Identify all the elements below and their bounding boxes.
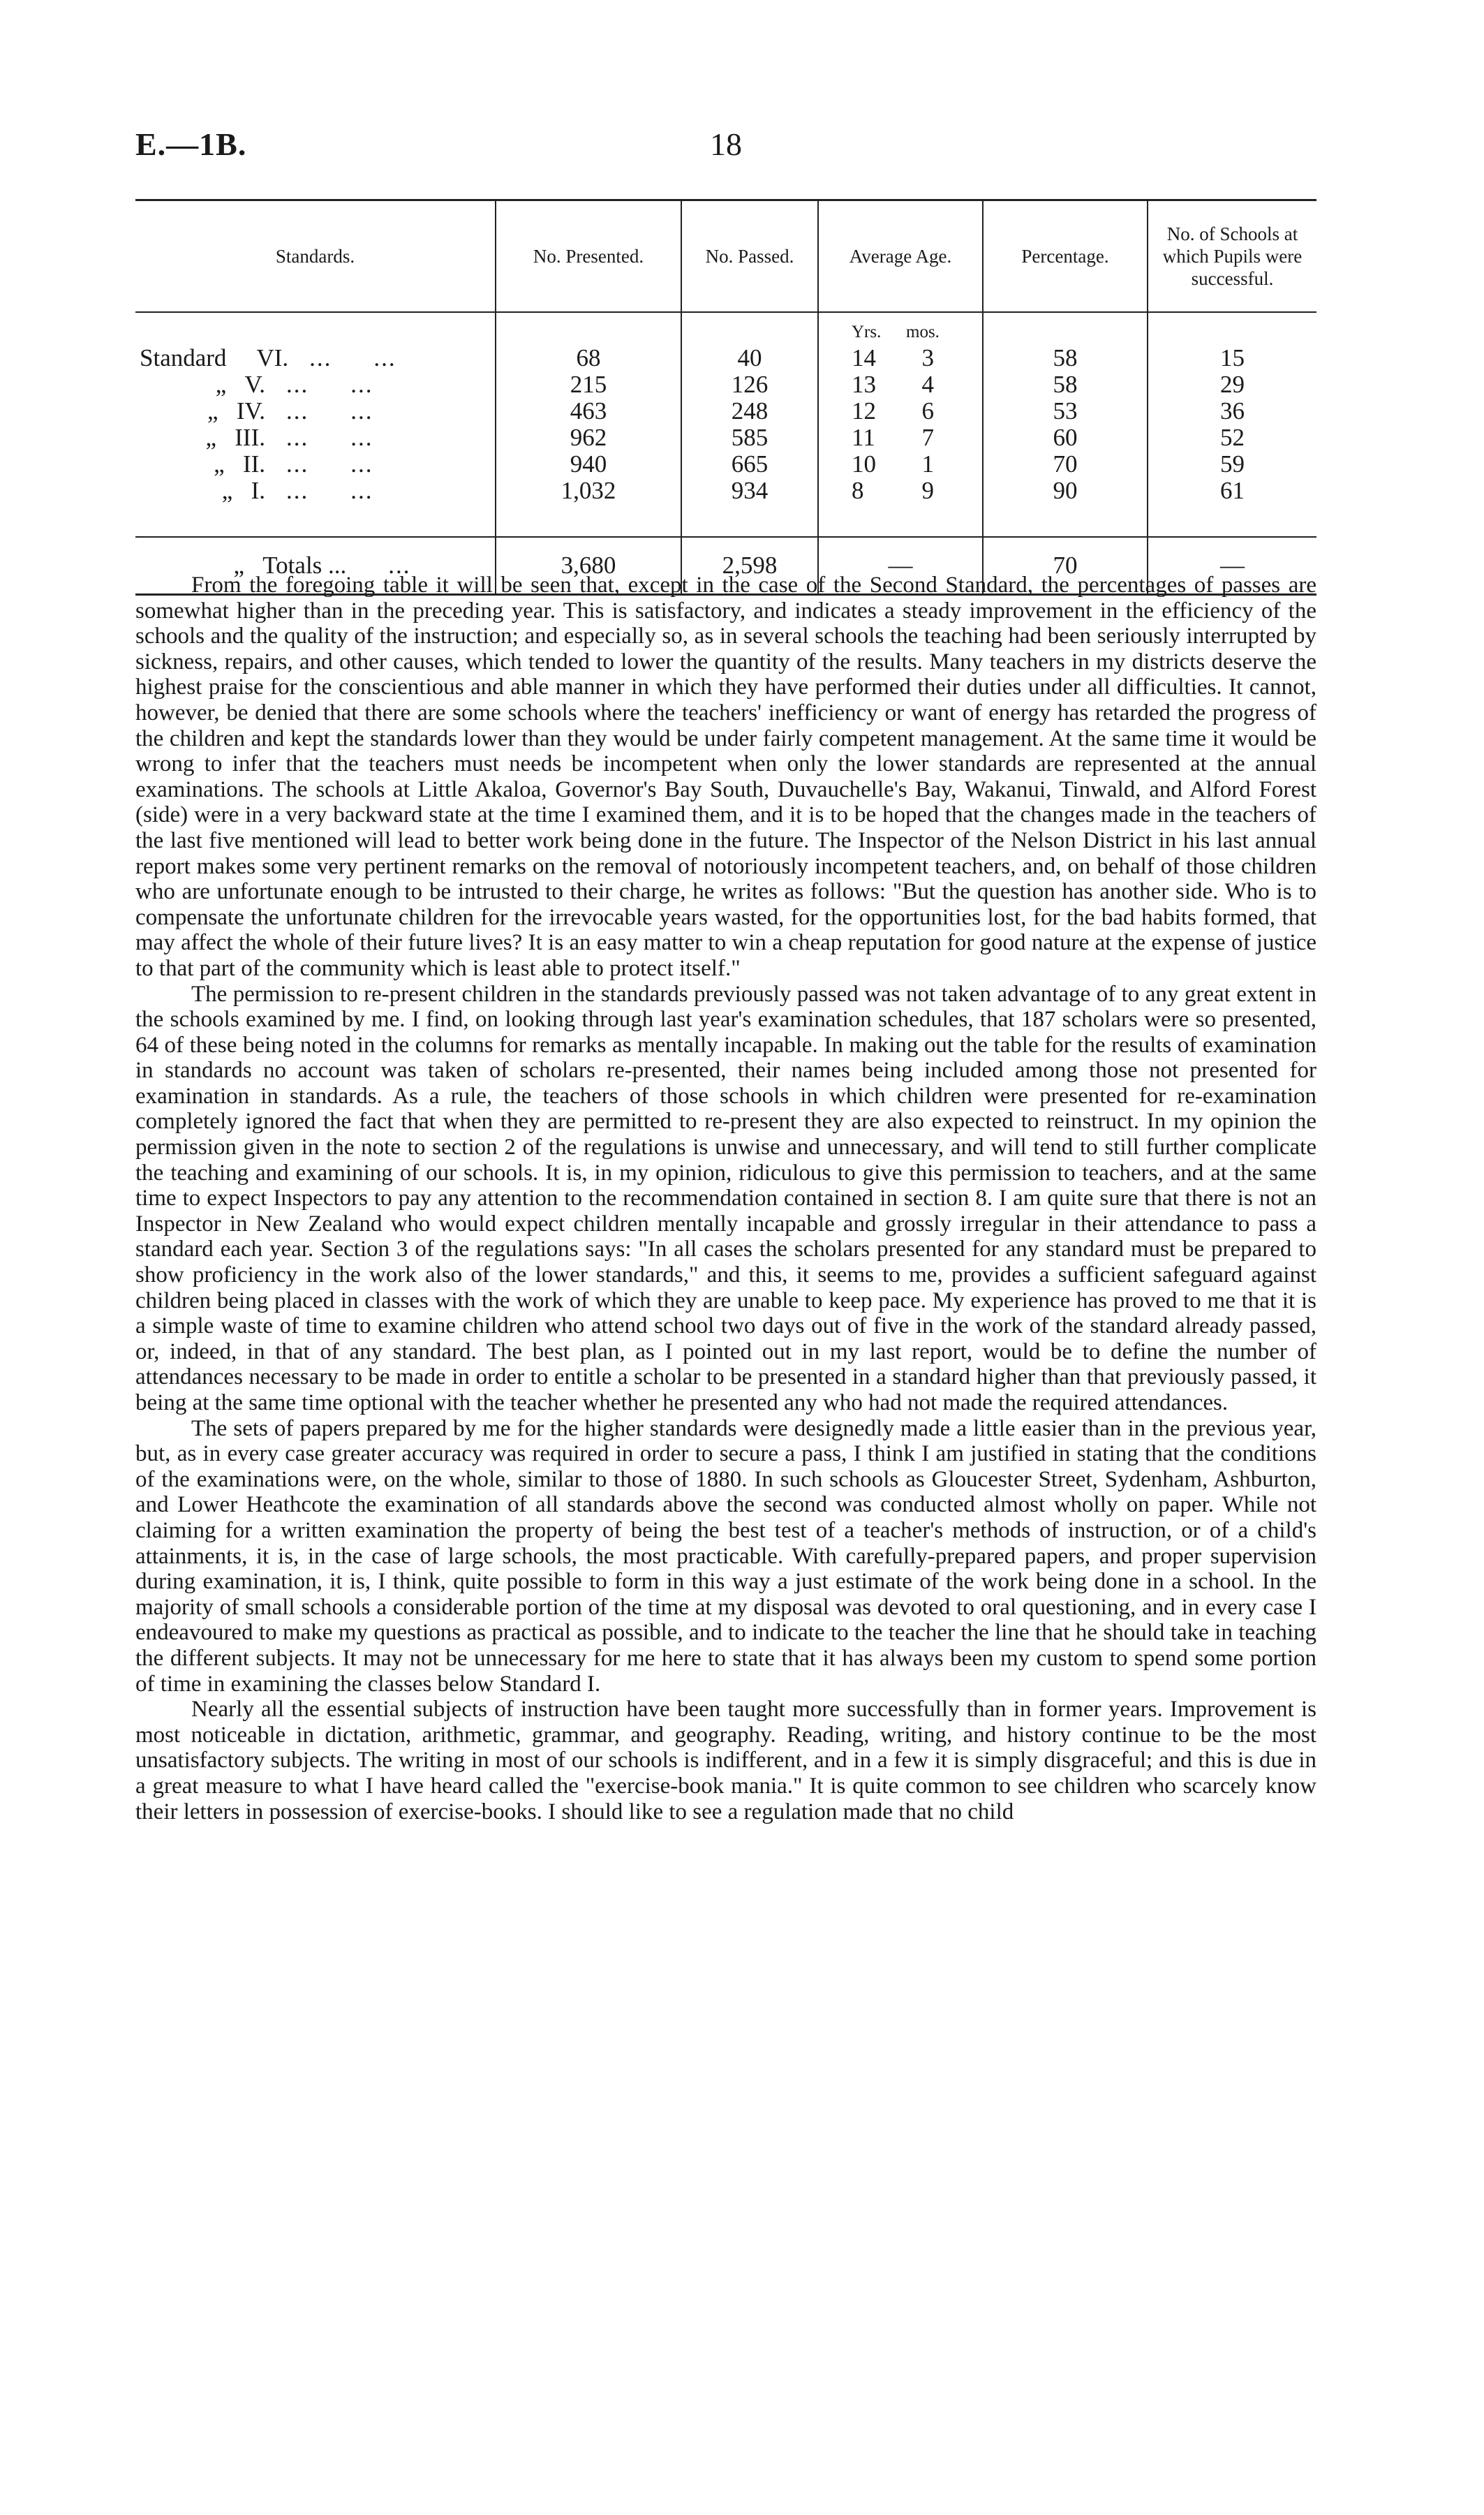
age-months-cell: 1: [921, 450, 934, 478]
standards-results-table: [135, 199, 1316, 596]
page-number: 18: [710, 126, 742, 162]
leader-dots: ...: [388, 552, 411, 579]
passed-cell: 665: [681, 451, 818, 478]
leader-dots: ...: [286, 371, 309, 398]
presented-cell: 215: [496, 371, 681, 398]
percentage-cell: 58: [983, 371, 1148, 398]
age-years-cell: 10: [852, 450, 876, 478]
totals-schools: —: [1148, 537, 1316, 595]
schools-cell: 36: [1148, 398, 1316, 425]
page-header: [135, 126, 1316, 175]
standard-number: II.: [242, 450, 265, 478]
percentage-cell: 53: [983, 398, 1148, 425]
totals-passed: 2,598: [681, 537, 818, 595]
col-header-passed: No. Passed.: [681, 200, 818, 313]
leader-dots: ...: [350, 371, 373, 398]
standard-number: VI.: [256, 344, 289, 371]
age-months-cell: 6: [921, 397, 934, 425]
totals-label: Totals ...: [262, 552, 347, 579]
totals-age: —: [818, 537, 983, 595]
age-years-cell: 11: [852, 424, 875, 451]
col-header-average-age: Average Age.: [818, 200, 983, 313]
row-label: Standard: [140, 344, 227, 371]
leader-dots: ...: [286, 397, 309, 425]
presented-cell: 463: [496, 398, 681, 425]
age-years-cell: 14: [852, 344, 876, 371]
presented-cell: 1,032: [496, 478, 681, 504]
leader-dots: ...: [350, 477, 373, 504]
row-label: [140, 371, 265, 398]
passed-cell: 248: [681, 398, 818, 425]
table-header-row: [135, 200, 1316, 313]
ditto-mark: „: [207, 397, 218, 425]
passed-cell: 126: [681, 371, 818, 398]
row-label: [140, 398, 265, 425]
age-units-row: [135, 312, 1316, 345]
totals-ditto: „: [233, 552, 244, 579]
age-years-cell: 8: [852, 477, 864, 504]
col-header-presented: No. Presented.: [496, 200, 681, 313]
age-months-cell: 7: [921, 424, 934, 451]
col-header-standards: Standards.: [135, 200, 496, 313]
leader-dots: ...: [309, 344, 332, 371]
standard-number: III.: [235, 424, 265, 451]
col-header-schools: No. of Schools at which Pupils were successful.: [1148, 200, 1316, 313]
age-unit-mos: mos.: [906, 323, 940, 341]
totals-presented: 3,680: [496, 537, 681, 595]
leader-dots: ...: [350, 424, 373, 451]
table-row: [135, 345, 1316, 371]
standard-number: V.: [244, 371, 265, 398]
percentage-cell: 58: [983, 345, 1148, 371]
row-label: [140, 451, 265, 478]
leader-dots: ...: [373, 344, 396, 371]
passed-cell: 585: [681, 425, 818, 451]
presented-cell: 68: [496, 345, 681, 371]
table-row: [135, 478, 1316, 504]
schools-cell: 61: [1148, 478, 1316, 504]
paragraph: Nearly all the essential subjects of instruction have been taught more successfully than in former years. Improvement is most noticeable in dictation, arithmetic, grammar, and geography. Reading, writing, and history continue to be the most unsatisfactory subjects. The writing in most of our schools is indifferent, and in a few it is simply disgraceful; and this is due in a great measure to what I have heard called the "exercise-book mania." It is quite common to see children who scarcely know their letters in possession of exercise-books. I should like to see a regulation made that no child: [135, 1697, 1316, 1824]
percentage-cell: 70: [983, 451, 1148, 478]
age-years-cell: 12: [852, 397, 876, 425]
age-months-cell: 9: [921, 477, 934, 504]
totals-percentage: 70: [983, 537, 1148, 595]
ditto-mark: „: [215, 371, 227, 398]
schools-cell: 52: [1148, 425, 1316, 451]
spacer-row: [135, 504, 1316, 537]
document-reference: E.—1B.: [135, 126, 247, 162]
schools-cell: 59: [1148, 451, 1316, 478]
age-years-cell: 13: [852, 371, 876, 398]
schools-cell: 29: [1148, 371, 1316, 398]
passed-cell: 934: [681, 478, 818, 504]
presented-cell: 962: [496, 425, 681, 451]
leader-dots: ...: [286, 477, 309, 504]
leader-dots: ...: [350, 450, 373, 478]
percentage-cell: 60: [983, 425, 1148, 451]
ditto-mark: „: [214, 450, 225, 478]
standard-number: IV.: [236, 397, 265, 425]
paragraph: From the foregoing table it will be seen that, except in the case of the Second Standard, the percentages of passes are somewhat higher than in the preceding year. This is satisfactory, and indicates a steady improvement in the efficiency of the schools and the quality of the instruction; and especially so, as in several schools the teaching had been seriously interrupted by sickness, repairs, and other causes, which tended to lower the quantity of the results. Many teachers in my districts deserve the highest praise for the conscientious and able manner in which they have performed their duties under all difficulties. It cannot, however, be denied that there are some schools where the teachers' inefficiency or want of energy has retarded the progress of the children and kept the standards lower than they would be under fairly competent management. At the same time it would be wrong to infer that the teachers must needs be incompetent when only the lower standards are represented at the annual examinations. The schools at Little Akaloa, Governor's Bay South, Duvauchelle's Bay, Wakanui, Tinwald, and Alford Forest (side) were in a very backward state at the time I examined them, and it is to be hoped that the changes made in the teachers of the last five mentioned will lead to better work being done in the future. The Inspector of the Nelson District in his last annual report makes some very pertinent remarks on the removal of notoriously incompetent teachers, and, on behalf of those children who are unfortunate enough to be intrusted to their charge, he writes as follows: "But the question has another side. Who is to compensate the unfortunate children for the irrevocable years wasted, for the opportunities lost, for the bad habits formed, that may affect the whole of their future lives? It is an easy matter to win a cheap reputation for good nature at the expense of justice to that part of the community which is least able to protect itself.": [135, 573, 1316, 981]
age-unit-yrs: Yrs.: [852, 323, 882, 341]
report-body: [135, 573, 1316, 1824]
presented-cell: 940: [496, 451, 681, 478]
paragraph: The permission to re-present children in the standards previously passed was not taken advantage of to any great extent in the schools examined by me. I find, on looking through last year's examination schedules, that 187 scholars were so presented, 64 of these being noted in the columns for remarks as mentally incapable. In making out the table for the results of examination in standards no account was taken of scholars re-presented, their names being included among those not presented for examination in standards. As a rule, the teachers of those schools in which children were presented for re-examination completely ignored the fact that when they are permitted to re-present they are also expected to reinstruct. In my opinion the permission given in the note to section 2 of the regulations is unwise and unnecessary, and will tend to still further complicate the teaching and examining of our schools. It is, in my opinion, ridiculous to give this permission to teachers, and at the same time to expect Inspectors to pay any attention to the recommendation contained in section 8. I am quite sure that there is not an Inspector in New Zealand who would expect children mentally incapable and grossly irregular in their attendance to pass a standard each year. Section 3 of the regulations says: "In all cases the scholars presented for any standard must be prepared to show proficiency in the work also of the lower standards," and this, it seems to me, provides a sufficient safeguard against children being placed in classes with the work of which they are unable to keep pace. My experience has proved to me that it is a simple waste of time to examine children who attend school two days out of five in the work of the standard already passed, or, indeed, in that of any standard. The best plan, as I pointed out in my last report, would be to define the number of attendances necessary to be made in order to entitle a scholar to be presented in a standard higher than that previously passed, it being at the same time optional with the teacher whether he presented any who had not made the required attendances.: [135, 981, 1316, 1415]
table-row: [135, 451, 1316, 478]
ditto-mark: „: [205, 424, 217, 451]
paragraph: The sets of papers prepared by me for the higher standards were designedly made a little easier than in the previous year, but, as in every case greater accuracy was required in order to secure a pass, I think I am justified in stating that the conditions of the examinations were, on the whole, similar to those of 1880. In such schools as Gloucester Street, Sydenham, Ashburton, and Lower Heathcote the examination of all standards above the second was conducted almost wholly on paper. While not claiming for a written examination the property of being the best test of a teacher's methods of instruction, or of a child's attainments, it is, in the case of large schools, the most practicable. With carefully-prepared papers, and proper supervision during examination, it is, I think, quite possible to form in this way a just estimate of the work being done in a school. In the majority of small schools a considerable portion of the time at my disposal was devoted to oral questioning, and in every case I endeavoured to make my questions as practical as possible, and to indicate to the teacher the line that he should take in teaching the different subjects. It may not be unnecessary for me here to state that it has always been my custom to spend some portion of time in examining the classes below Standard I.: [135, 1415, 1316, 1697]
ditto-mark: „: [221, 477, 233, 504]
leader-dots: ...: [286, 450, 309, 478]
table-row: [135, 371, 1316, 398]
row-label: [140, 478, 265, 504]
col-header-percentage: Percentage.: [983, 200, 1148, 313]
percentage-cell: 90: [983, 478, 1148, 504]
table-row: [135, 398, 1316, 425]
standard-number: I.: [251, 477, 265, 504]
passed-cell: 40: [681, 345, 818, 371]
row-label: [140, 425, 265, 451]
table-row: [135, 425, 1316, 451]
age-months-cell: 3: [921, 344, 934, 371]
schools-cell: 15: [1148, 345, 1316, 371]
leader-dots: ...: [286, 424, 309, 451]
leader-dots: ...: [350, 397, 373, 425]
age-months-cell: 4: [921, 371, 934, 398]
